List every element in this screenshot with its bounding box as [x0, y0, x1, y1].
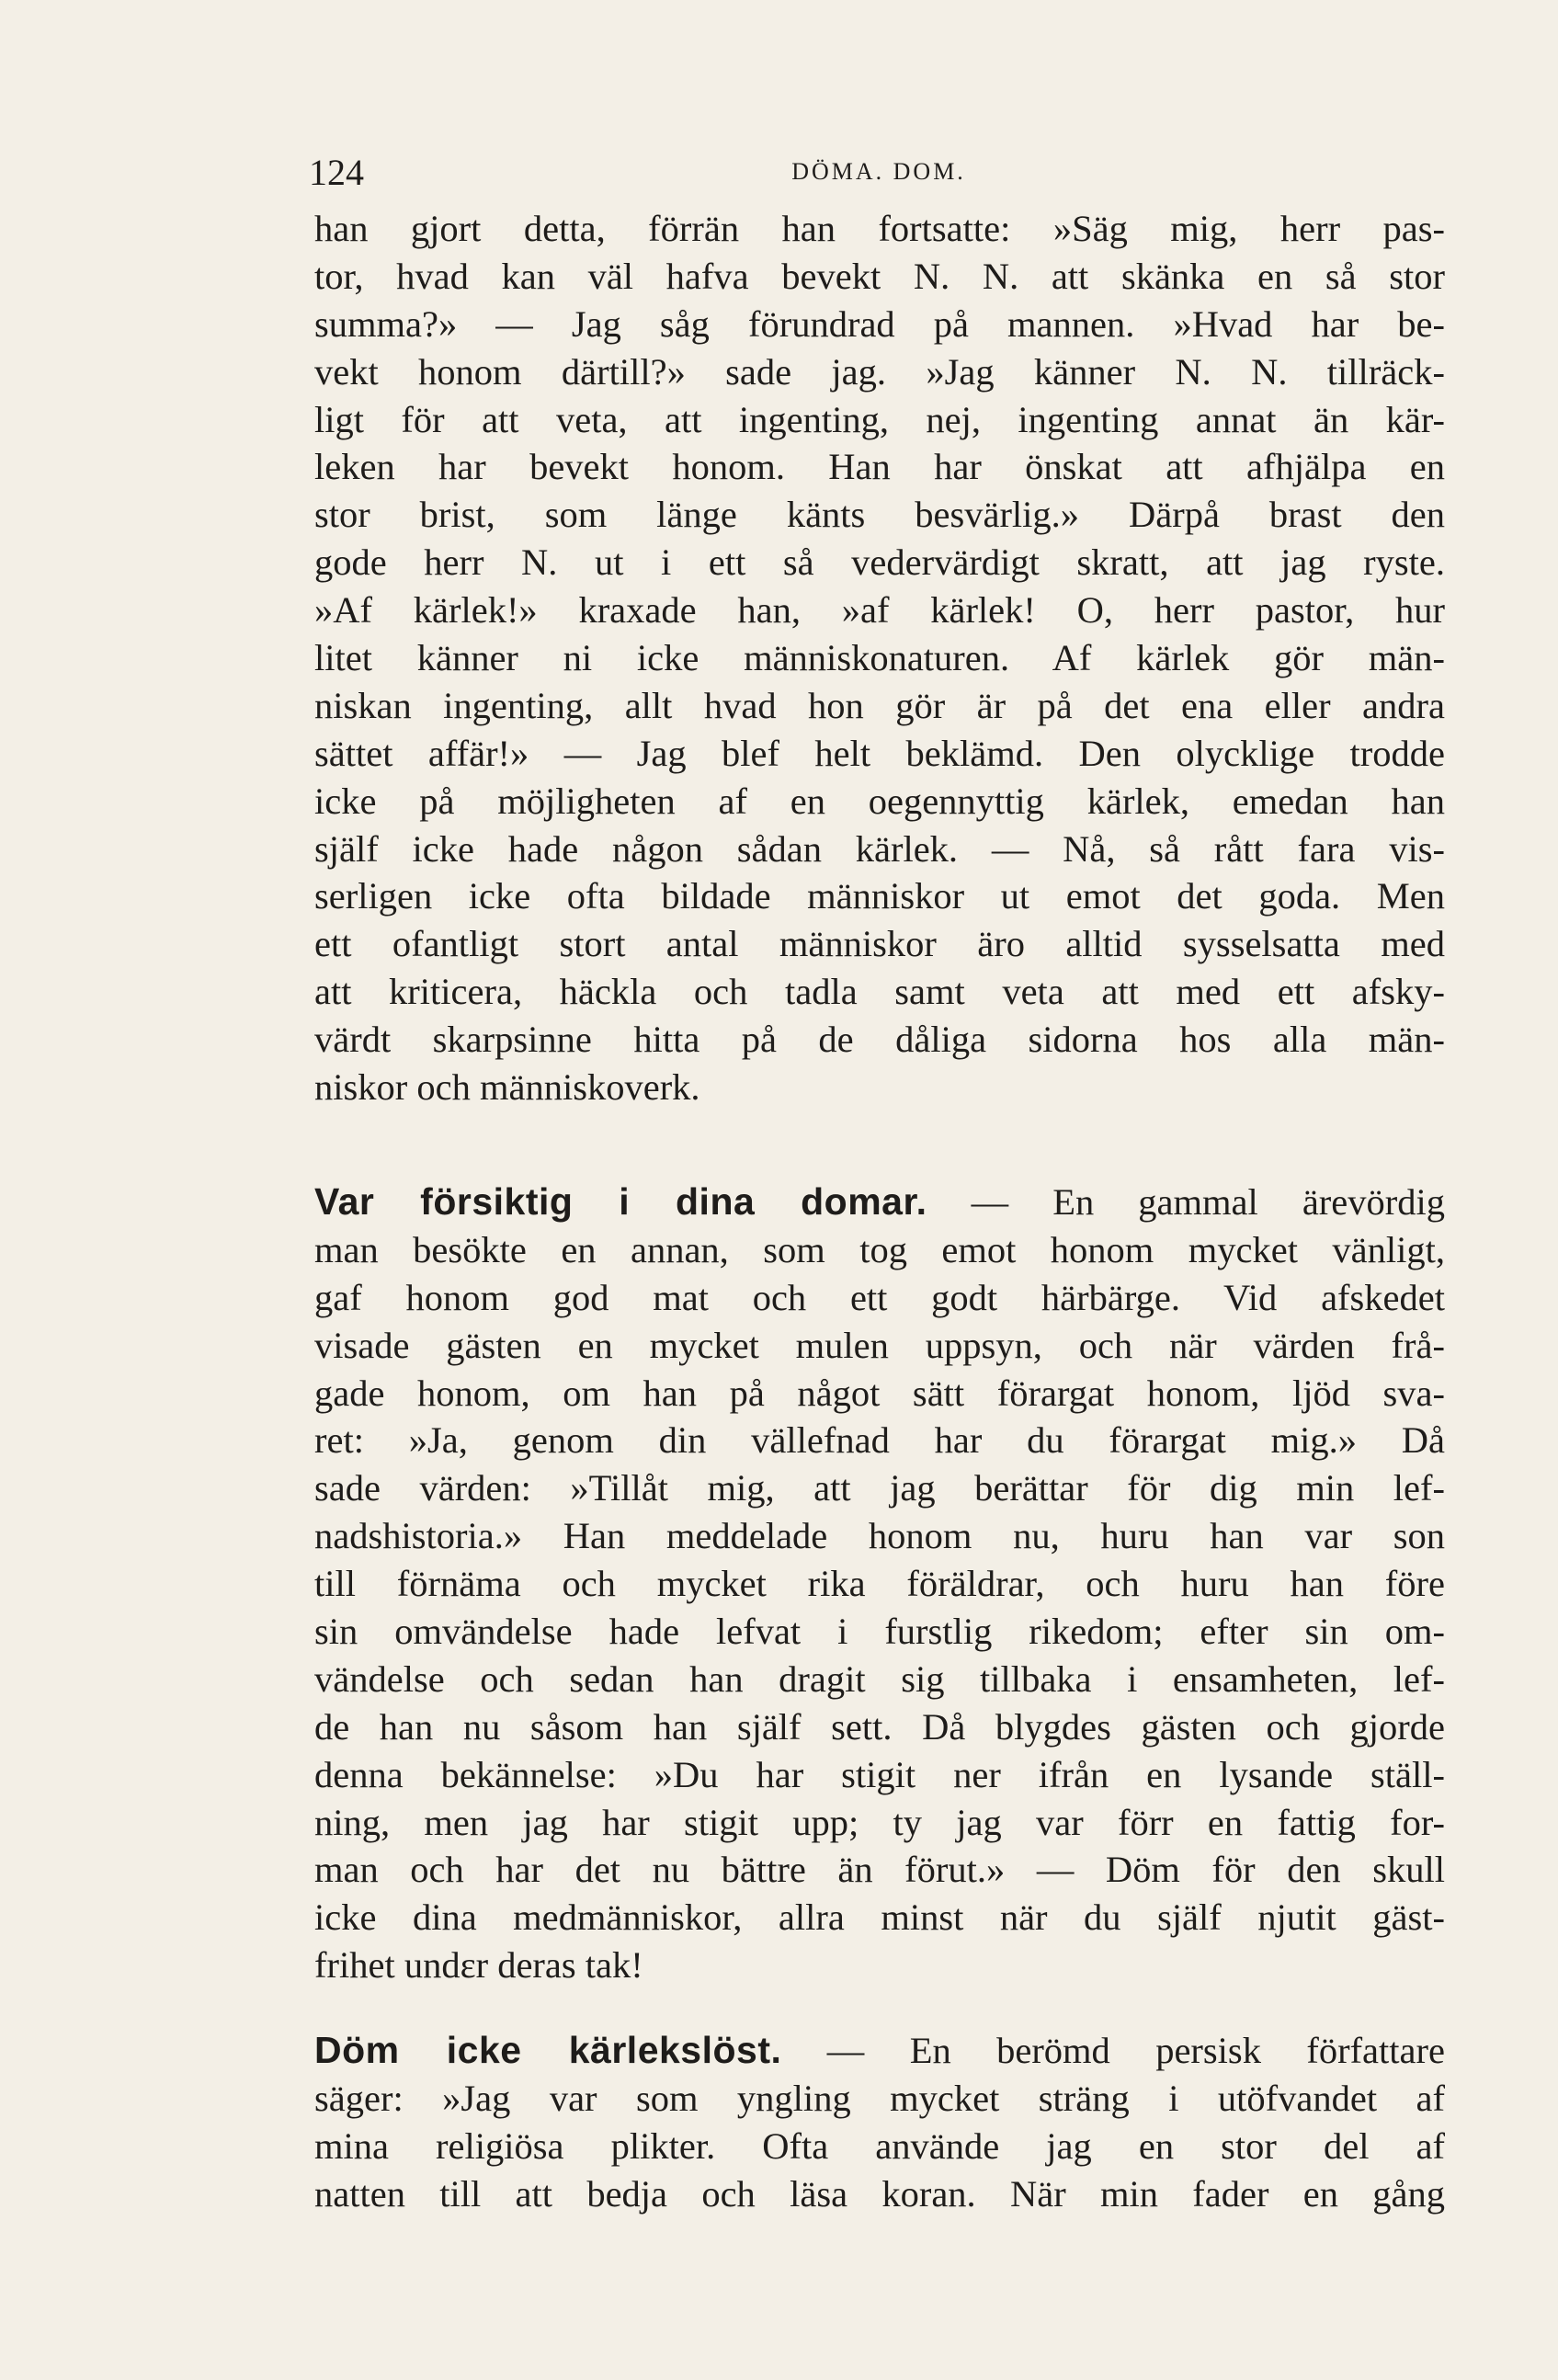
text-line: de han nu såsom han själf sett. Då blygdes gästen och gjorde [314, 1705, 1445, 1748]
text-line: vekt honom därtill?» sade jag. »Jag känner N. N. tillräck- [314, 350, 1445, 393]
text-line: mina religiösa plikter. Ofta använde jag en stor del af [314, 2124, 1445, 2167]
text-line: leken har bevekt honom. Han har önskat att afhjälpa en [314, 446, 1445, 488]
text-line: ning, men jag har stigit upp; ty jag var förr en fattig for- [314, 1801, 1445, 1843]
text-line: värdt skarpsinne hitta på de dåliga sidorna hos alla män- [314, 1019, 1445, 1061]
text-line: sättet affär!» — Jag blef helt beklämd. Den olycklige trodde [314, 732, 1445, 774]
text-line: niskor och människoverk. [314, 1066, 700, 1109]
heading-line-rest: — En gammal ärevördig [927, 1181, 1445, 1223]
text-line: litet känner ni icke människonaturen. Af kärlek gör män- [314, 637, 1445, 679]
text-line [314, 1179, 1445, 1226]
text-line: ligt för att veta, att ingenting, nej, ingenting annat än kär- [314, 398, 1445, 440]
text-line: nadshistoria.» Han meddelade honom nu, huru han var son [314, 1515, 1445, 1557]
section-body [314, 1226, 1445, 1989]
text-line: niskan ingenting, allt hvad hon gör är på det ena eller andra [314, 684, 1445, 726]
text-line: stor brist, som länge känts besvärlig.» Därpå brast den [314, 494, 1445, 536]
section-heading: Var försiktig i dina domar. [314, 1180, 927, 1223]
text-line: denna bekännelse: »Du har stigit ner ifrån en lysande ställ- [314, 1753, 1445, 1795]
text-line: gade honom, om han på något sätt förargat honom, ljöd sva- [314, 1372, 1445, 1414]
running-head: DÖMA. DOM. [791, 158, 966, 185]
text-line: natten till att bedja och läsa koran. När min fader en gång [314, 2172, 1445, 2215]
text-line: vändelse och sedan han dragit sig tillbaka i ensamheten, lef- [314, 1657, 1445, 1700]
text-line [314, 2027, 1445, 2075]
text-line: ret: »Ja, genom din vällefnad har du förargat mig.» Då [314, 1419, 1445, 1462]
paragraph-continued [314, 205, 1445, 1111]
text-line: sade värden: »Tillåt mig, att jag berättar för dig min lef- [314, 1467, 1445, 1509]
text-line: att kriticera, häckla och tadla samt veta att med ett afsky- [314, 971, 1445, 1013]
text-line: »Af kärlek!» kraxade han, »af kärlek! O, herr pastor, hur [314, 589, 1445, 632]
section-heading: Döm icke kärlekslöst. [314, 2029, 782, 2071]
section-body [314, 2075, 1445, 2218]
text-line: visade gästen en mycket mulen uppsyn, och när värden frå- [314, 1324, 1445, 1366]
text-line: frihet undεr deras tak! [314, 1944, 643, 1987]
page-header [309, 151, 1449, 197]
heading-line-rest: — En berömd persisk författare [781, 2030, 1445, 2071]
page-number: 124 [309, 152, 364, 193]
section-var-forsiktig [314, 1179, 1445, 1989]
text-line: man besökte en annan, som tog emot honom mycket vänligt, [314, 1228, 1445, 1270]
text-line: icke på möjligheten af en oegennyttig kärlek, emedan han [314, 780, 1445, 822]
text-line: gaf honom god mat och ett godt härbärge. Vid afskedet [314, 1276, 1445, 1318]
section-dom-icke [314, 2027, 1445, 2218]
text-line: sin omvändelse hade lefvat i furstlig rikedom; efter sin om- [314, 1611, 1445, 1653]
text-line: serligen icke ofta bildade människor ut emot det goda. Men [314, 875, 1445, 917]
text-line: man och har det nu bättre än förut.» — Döm för den skull [314, 1849, 1445, 1891]
text-line: säger: »Jag var som yngling mycket sträng i utöfvandet af [314, 2077, 1445, 2119]
text-line: ett ofantligt stort antal människor äro alltid sysselsatta med [314, 923, 1445, 965]
text-line: tor, hvad kan väl hafva bevekt N. N. att skänka en så stor [314, 255, 1445, 297]
text-line: till förnäma och mycket rika föräldrar, och huru han före [314, 1563, 1445, 1605]
text-line: gode herr N. ut i ett så vedervärdigt skratt, att jag ryste. [314, 541, 1445, 584]
text-line: själf icke hade någon sådan kärlek. — Nå, så rått fara vis- [314, 827, 1445, 870]
text-line: han gjort detta, förrän han fortsatte: »Säg mig, herr pas- [314, 208, 1445, 249]
text-line: summa?» — Jag såg förundrad på mannen. »Hvad har be- [314, 302, 1445, 345]
text-line: icke dina medmänniskor, allra minst när du själf njutit gäst- [314, 1896, 1445, 1939]
